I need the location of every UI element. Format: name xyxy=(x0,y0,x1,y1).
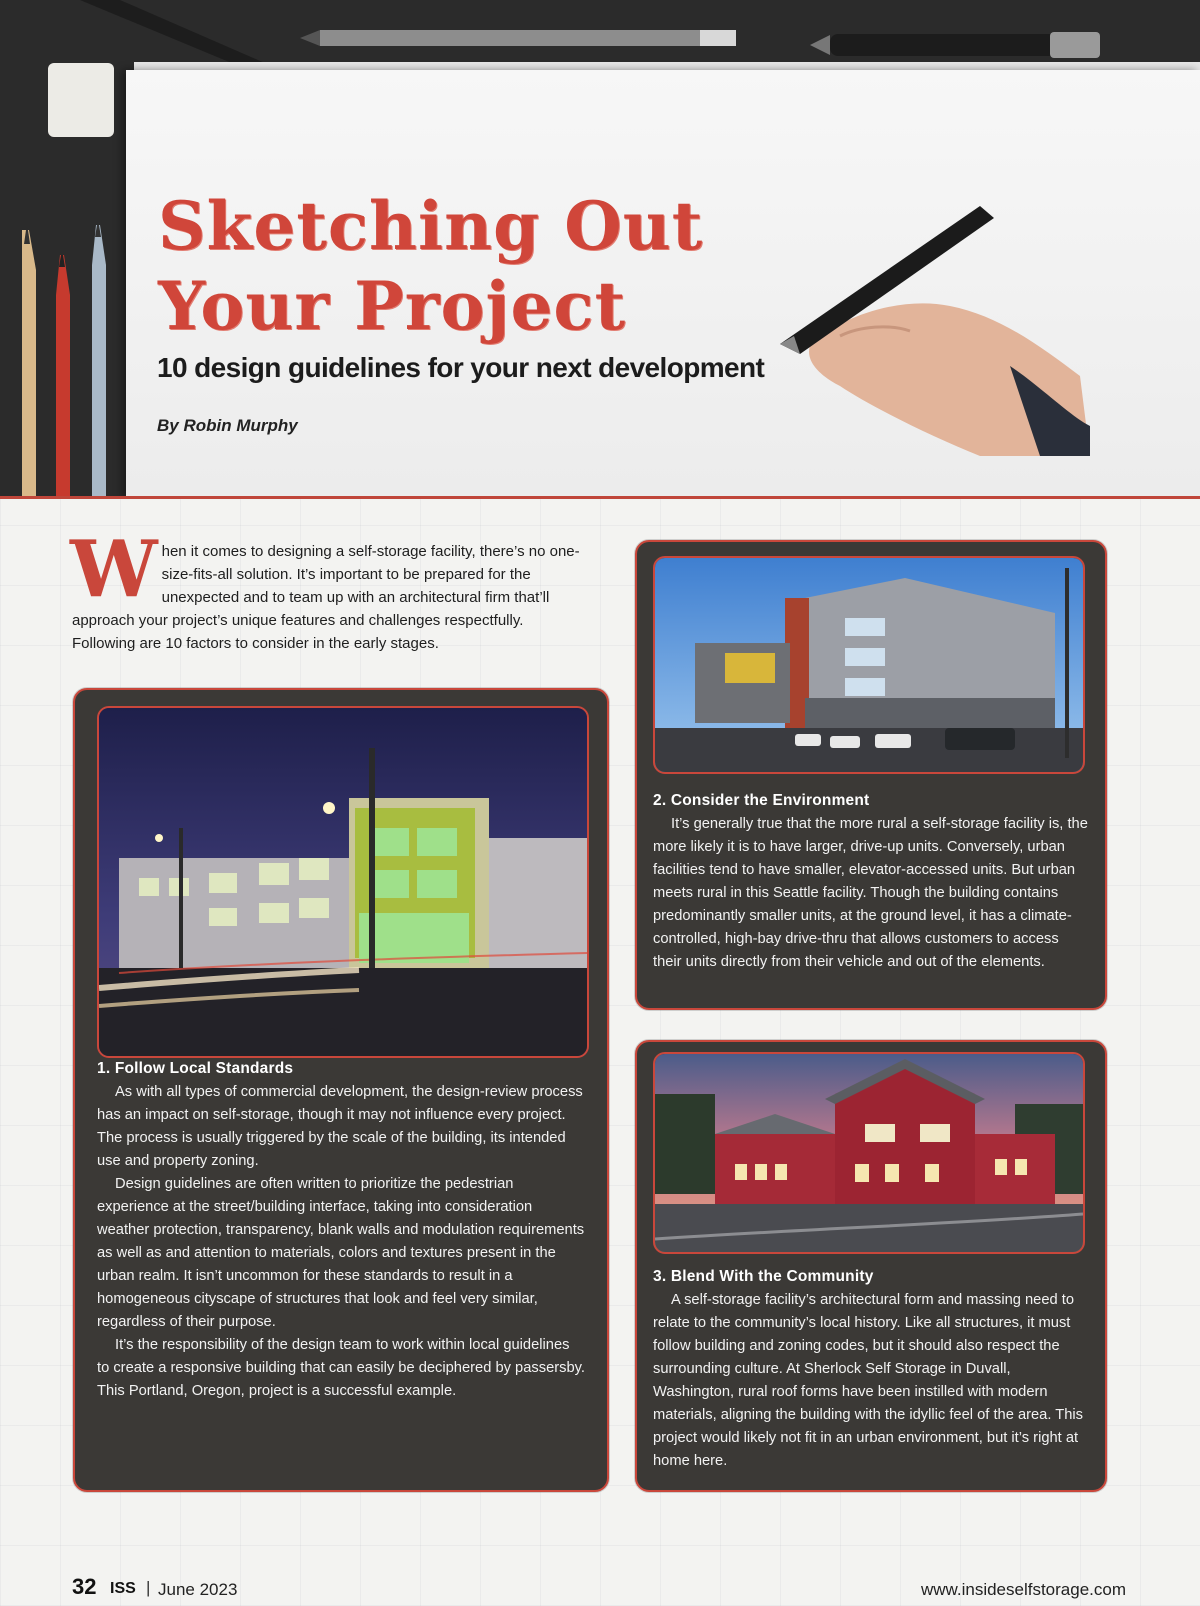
magazine-name: ISS xyxy=(110,1580,136,1597)
section-paragraph: Design guidelines are often written to prioritize the pedestrian experience at the street/building interface, taking into consideration weather protection, transparency, blank walls and modulation requirements as well as and attention to materials, colors and textures present in the urban realm. It isn’t uncommon for these standards to result in a homogeneous cityscape of structures that look and feel very similar, regardless of their purpose. xyxy=(97,1176,585,1330)
footer-separator: | xyxy=(146,1578,151,1597)
pencil-graphic xyxy=(14,230,44,498)
section-heading-3: 3. Blend With the Community xyxy=(653,1268,874,1285)
issue-date: June 2023 xyxy=(158,1580,238,1599)
section-heading-2: 2. Consider the Environment xyxy=(653,792,870,809)
section-paragraph: It’s generally true that the more rural a self-storage facility is, the more likely it is to have larger, drive-up units. Conversely, urban facilities tend to have smaller, elevator-accessed units. But urban meets rural in this Seattle facility. Though the building contains predominantly smaller units, at the ground level, it has a climate-controlled, high-bay drive-thru that allows customers to access their units directly from their vehicle and out of the elements. xyxy=(653,816,1088,970)
byline: By Robin Murphy xyxy=(157,416,298,435)
pencil-graphic xyxy=(86,225,112,498)
section-card-1 xyxy=(73,688,609,1492)
section-paragraph: A self-storage facility’s architectural form and massing need to relate to the community’s local history. Like all structures, it must follow building and zoning codes, but it should also respect the surrounding culture. At Sherlock Self Storage in Duvall, Washington, rural roof forms have been instilled with modern materials, aligning the building with the idyllic feel of the area. This project would likely not fit in an urban environment, but it’s right at home here. xyxy=(653,1292,1083,1469)
section-body-2 xyxy=(653,813,1089,974)
section-paragraph: It’s the responsibility of the design team to work within local guidelines to create a responsive building that can easily be deciphered by passersby. This Portland, Oregon, project is a successful example. xyxy=(97,1337,585,1399)
hand-graphic xyxy=(780,196,1090,456)
portland-facility-photo xyxy=(97,706,589,1058)
intro-paragraph xyxy=(70,524,588,655)
page-number: 32 xyxy=(72,1574,97,1599)
pencil-graphic xyxy=(50,255,76,498)
section-card-3 xyxy=(635,1040,1107,1492)
section-body-1 xyxy=(97,1081,585,1403)
hero-banner xyxy=(0,0,1200,498)
article-title: Sketching Out Your Project xyxy=(158,187,704,345)
sherlock-facility-photo xyxy=(653,1052,1085,1254)
pencil-graphic xyxy=(300,24,750,54)
drop-cap: W xyxy=(70,524,158,615)
website-link[interactable]: www.insideselfstorage.com xyxy=(920,1580,1126,1599)
article-subtitle: 10 design guidelines for your next development xyxy=(157,352,765,383)
section-paragraph: As with all types of commercial development, the design-review process has an impact on self-storage, though it may not influence every project. The process is usually triggered by the scale of the building, its intended use and property zoning. xyxy=(97,1084,583,1169)
seattle-facility-photo xyxy=(653,556,1085,774)
section-body-3 xyxy=(653,1289,1089,1473)
intro-text: hen it comes to designing a self-storage facility, there’s no one-size-fits-all solution. It’s important to be prepared for the unexpected and to team up with an architectural firm that’ll approach your project’s unique features and challenges respectfully. Following are 10 factors to consider in the early stages. xyxy=(72,543,580,652)
section-card-2 xyxy=(635,540,1107,1010)
section-heading-1: 1. Follow Local Standards xyxy=(97,1060,294,1077)
